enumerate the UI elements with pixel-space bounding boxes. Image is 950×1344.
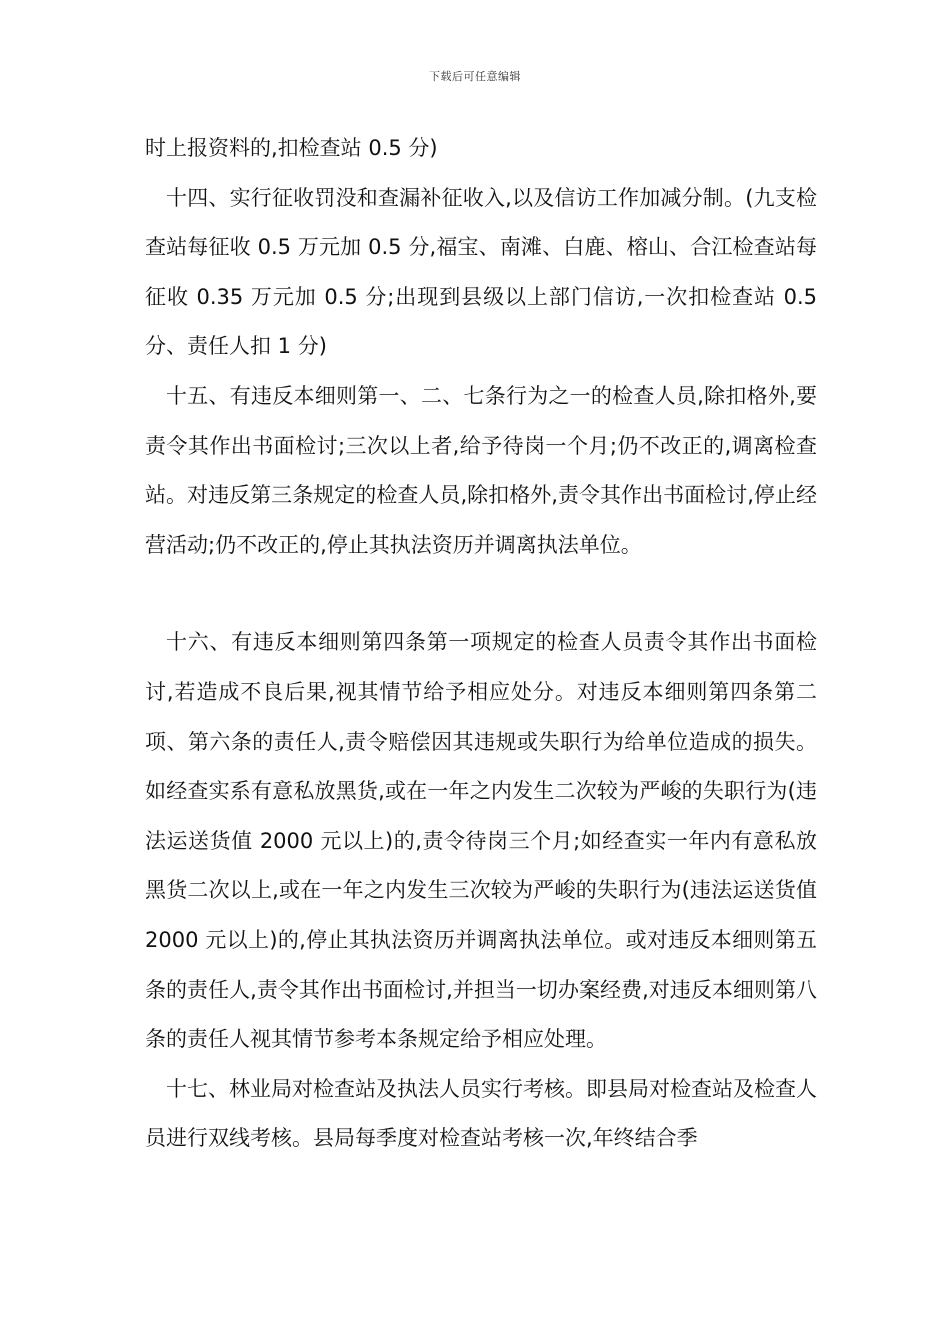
- paragraph-item-15: 十五、有违反本细则第一、二、七条行为之一的检查人员,除扣格外,要责令其作出书面检讨;三次以上者,给予待岗一个月;仍不改正的,调离检查站。对违反第三条规定的检查人员,除扣格外,责令其作出书面检讨,停止经营活动;仍不改正的,停止其执法资历并调离执法单位。: [145, 383, 817, 557]
- document-body: [145, 124, 817, 1164]
- paragraph-item-14: 十四、实行征收罚没和查漏补征收入,以及信访工作加减分制。(九支检查站每征收 0.5 万元加 0.5 分,福宝、南滩、白鹿、榕山、合江检查站每征收 0.35 万元加 0.5 分;出现到县级以上部门信访,一次扣检查站 0.5 分、责任人扣 1 分): [145, 185, 817, 359]
- paragraph-gap: [145, 570, 817, 618]
- paragraph-item-16: 十六、有违反本细则第四条第一项规定的检查人员责令其作出书面检讨,若造成不良后果,视其情节给予相应处分。对违反本细则第四条第二项、第六条的责任人,责令赔偿因其违规或失职行为给单位造成的损失。如经查实系有意私放黑货,或在一年之内发生二次较为严峻的失职行为(违法运送货值 2000 元以上)的,责令待岗三个月;如经查实一年内有意私放黑货二次以上,或在一年之内发生三次较为严峻的失职行为(违法运送货值 2000 元以上)的,停止其执法资历并调离执法单位。或对违反本细则第五条的责任人,责令其作出书面检讨,并担当一切办案经费,对违反本细则第八条的责任人视其情节参考本条规定给予相应处理。: [145, 630, 817, 1052]
- page-header-note: 下载后可任意编辑: [429, 70, 521, 83]
- paragraph-item-17: 十七、林业局对检查站及执法人员实行考核。即县局对检查站及检查人员进行双线考核。县局每季度对检查站考核一次,年终结合季: [145, 1076, 817, 1151]
- paragraph-continuation: 时上报资料的,扣检查站 0.5 分): [145, 136, 438, 160]
